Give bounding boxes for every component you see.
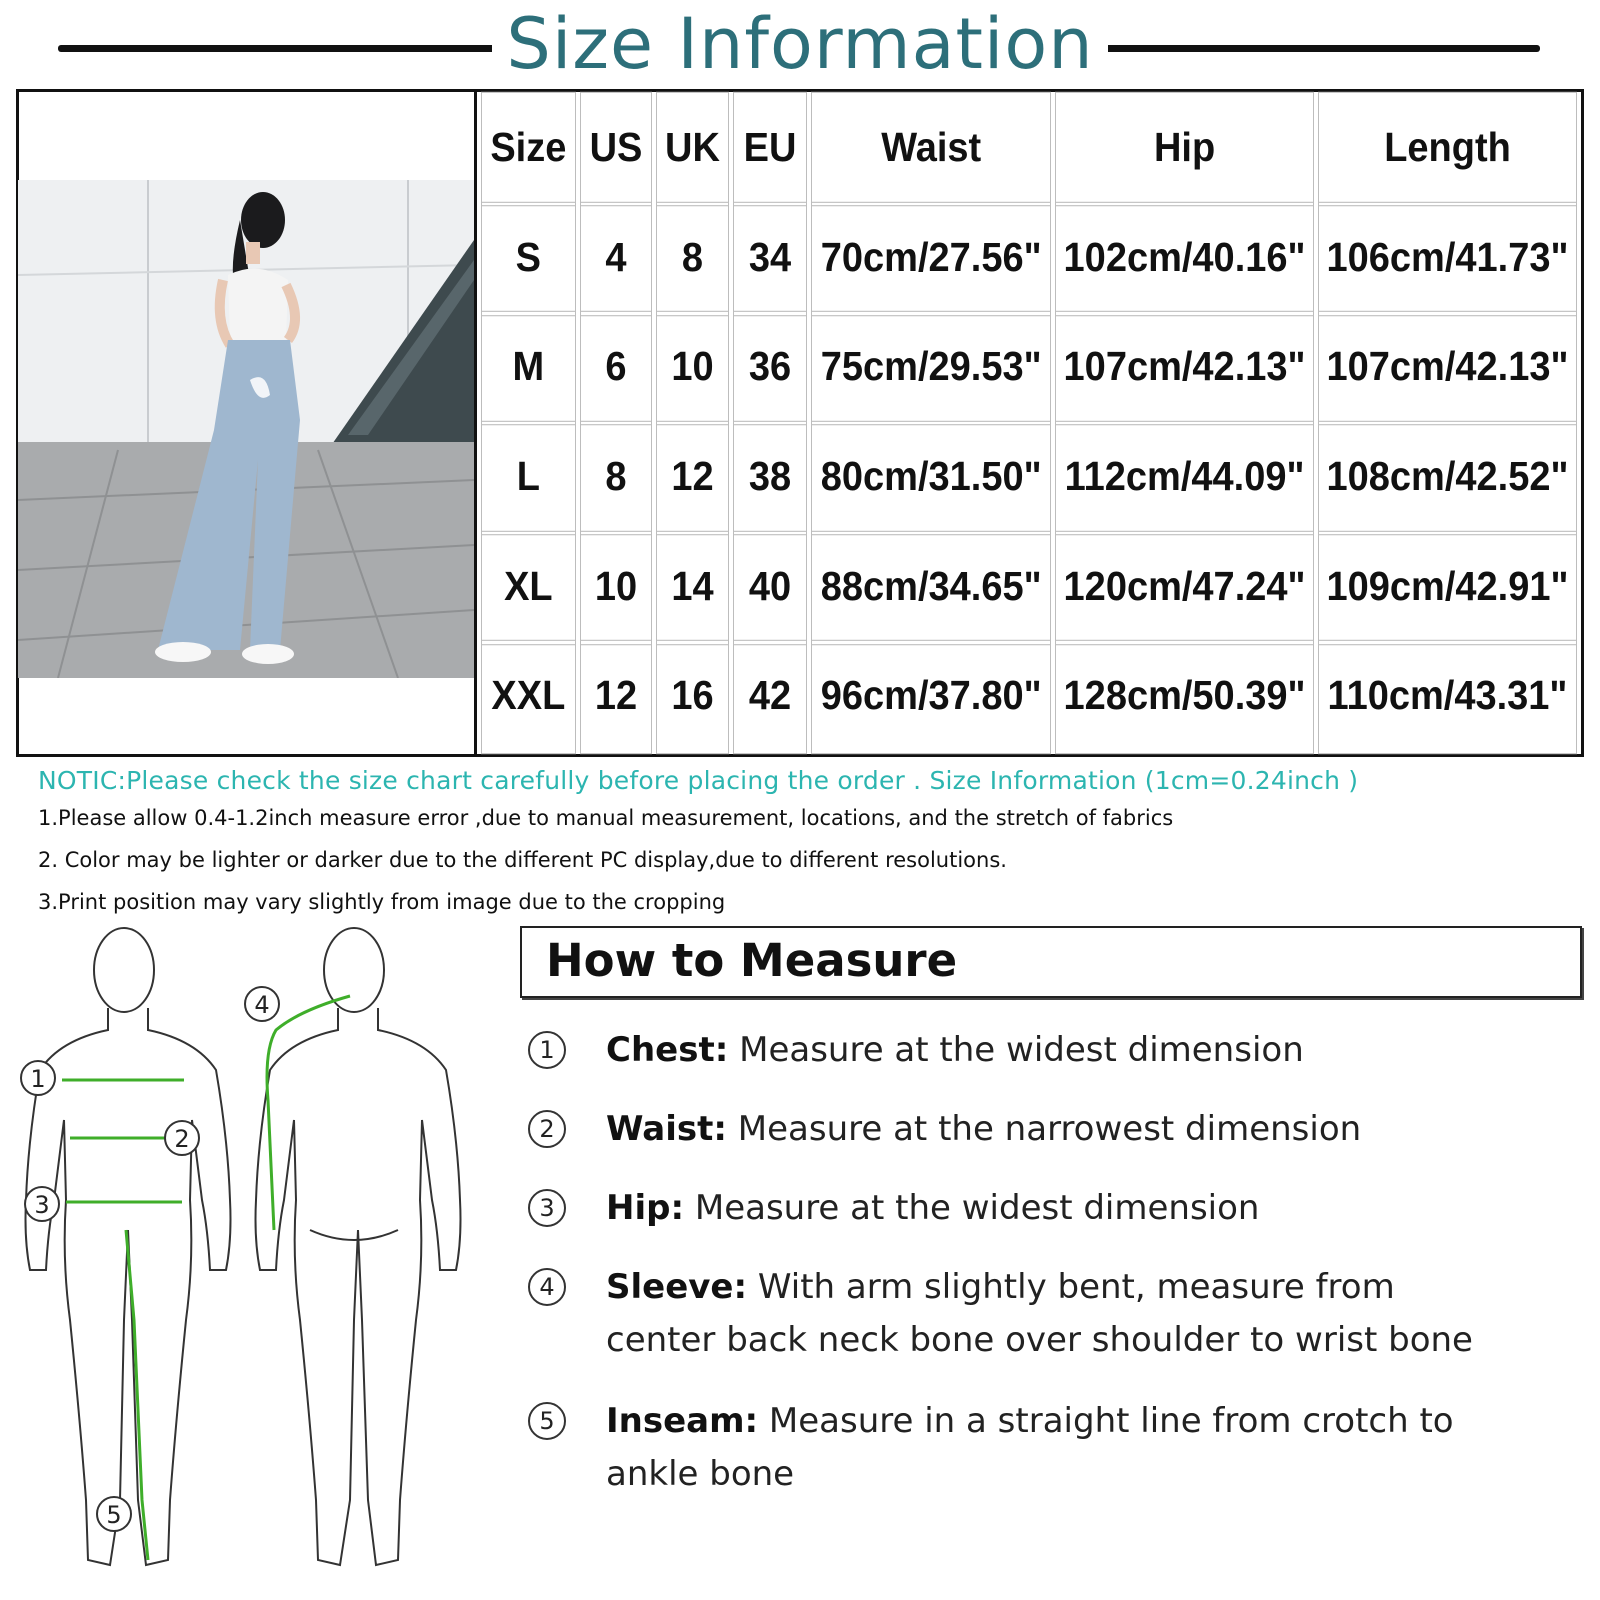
table-cell: 8 xyxy=(656,201,729,315)
table-cell: 8 xyxy=(580,421,653,535)
how-to-measure-title: How to Measure xyxy=(546,934,958,987)
measure-description: Measure at the widest dimension xyxy=(728,1030,1304,1070)
notice-item: 3.Print position may vary slightly from image due to the cropping xyxy=(38,890,726,914)
measure-number: 3 xyxy=(528,1189,566,1227)
measure-number: 1 xyxy=(528,1031,566,1069)
table-cell: M xyxy=(481,311,576,425)
column-header: Hip xyxy=(1055,92,1314,206)
marker-label: 4 xyxy=(254,991,270,1019)
table-header-row xyxy=(481,96,1577,202)
measure-item-sleeve xyxy=(606,1261,1395,1314)
table-cell: 75cm/29.53" xyxy=(811,311,1051,425)
column-header: Waist xyxy=(811,92,1051,206)
measure-label: Chest: xyxy=(606,1030,729,1070)
figure-markers xyxy=(21,987,279,1531)
table-row xyxy=(481,535,1577,641)
measure-description: With arm slightly bent, measure from xyxy=(747,1267,1395,1307)
table-cell: 107cm/42.13" xyxy=(1055,311,1314,425)
table-cell: 110cm/43.31" xyxy=(1318,640,1577,754)
model-photo-illustration xyxy=(18,180,474,678)
measure-label: Inseam: xyxy=(606,1401,759,1441)
table-cell: 38 xyxy=(733,421,808,535)
measure-number: 4 xyxy=(528,1268,566,1306)
table-cell: 96cm/37.80" xyxy=(811,640,1051,754)
marker-label: 1 xyxy=(30,1065,46,1093)
measure-number: 5 xyxy=(528,1402,566,1440)
table-cell: 12 xyxy=(656,421,729,535)
measure-description: Measure at the widest dimension xyxy=(684,1188,1260,1228)
table-cell: 106cm/41.73" xyxy=(1318,201,1577,315)
table-row xyxy=(481,206,1577,312)
column-header: Length xyxy=(1318,92,1577,206)
measure-label: Waist: xyxy=(606,1109,727,1149)
table-cell: 108cm/42.52" xyxy=(1318,421,1577,535)
table-cell: 128cm/50.39" xyxy=(1055,640,1314,754)
table-cell: 42 xyxy=(733,640,808,754)
measure-item-waist xyxy=(606,1103,1361,1156)
measure-number: 2 xyxy=(528,1110,566,1148)
measure-item-sleeve-continued: center back neck bone over shoulder to wrist bone xyxy=(606,1320,1473,1360)
table-cell: 80cm/31.50" xyxy=(811,421,1051,535)
measure-item-inseam-continued: ankle bone xyxy=(606,1454,795,1494)
table-cell: 107cm/42.13" xyxy=(1318,311,1577,425)
column-header: EU xyxy=(733,92,808,206)
notice-item: 2. Color may be lighter or darker due to the different PC display,due to different resolutions. xyxy=(38,848,1007,872)
measure-description: Measure at the narrowest dimension xyxy=(726,1109,1362,1149)
measure-item-inseam xyxy=(606,1395,1454,1448)
product-photo xyxy=(18,180,474,678)
table-cell: 109cm/42.91" xyxy=(1318,530,1577,644)
table-cell: S xyxy=(481,201,576,315)
table-cell: 70cm/27.56" xyxy=(811,201,1051,315)
table-cell: 4 xyxy=(580,201,653,315)
table-cell: 88cm/34.65" xyxy=(811,530,1051,644)
table-cell: XXL xyxy=(481,640,576,754)
table-row xyxy=(481,315,1577,421)
table-cell: 102cm/40.16" xyxy=(1055,201,1314,315)
table-cell: XL xyxy=(481,530,576,644)
marker-label: 2 xyxy=(174,1125,190,1153)
table-cell: 14 xyxy=(656,530,729,644)
how-to-measure-header xyxy=(520,926,1582,998)
table-cell: 40 xyxy=(733,530,808,644)
column-header: Size xyxy=(481,92,576,206)
table-cell: 36 xyxy=(733,311,808,425)
marker-label: 3 xyxy=(34,1191,50,1219)
table-row xyxy=(481,425,1577,531)
measure-item-chest xyxy=(606,1024,1304,1077)
marker-label: 5 xyxy=(106,1501,122,1529)
table-cell: 34 xyxy=(733,201,808,315)
measure-label: Sleeve: xyxy=(606,1267,748,1307)
column-header: US xyxy=(580,92,653,206)
notice-headline: NOTIC:Please check the size chart carefully before placing the order . Size Information (1cm=0.24inch ) xyxy=(38,766,1359,795)
table-cell: 12 xyxy=(580,640,653,754)
size-table xyxy=(477,92,1581,754)
measure-item-hip xyxy=(606,1182,1259,1235)
table-cell: 120cm/47.24" xyxy=(1055,530,1314,644)
page-title: Size Information xyxy=(0,0,1600,88)
table-cell: L xyxy=(481,421,576,535)
body-measurement-figures xyxy=(0,900,480,1600)
measure-label: Hip: xyxy=(606,1188,685,1228)
table-cell: 112cm/44.09" xyxy=(1055,421,1314,535)
table-cell: 10 xyxy=(656,311,729,425)
column-header: UK xyxy=(656,92,729,206)
table-row xyxy=(481,644,1577,750)
measurement-lines xyxy=(62,996,350,1560)
table-cell: 10 xyxy=(580,530,653,644)
measure-description: Measure in a straight line from crotch to xyxy=(758,1401,1454,1441)
table-cell: 6 xyxy=(580,311,653,425)
table-cell: 16 xyxy=(656,640,729,754)
notice-item: 1.Please allow 0.4-1.2inch measure error ,due to manual measurement, locations, and the stretch of fabrics xyxy=(38,806,1174,830)
